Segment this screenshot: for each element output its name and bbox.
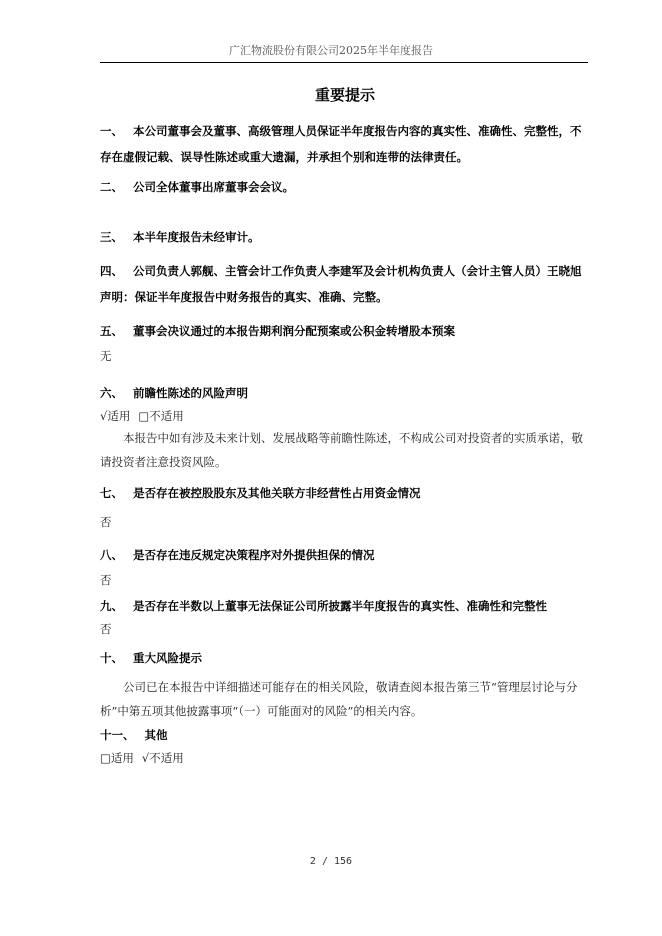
section-6 xyxy=(100,380,590,474)
section-1-content: 本公司董事会及董事、高级管理人员保证半年度报告内容的真实性、准确性、完整性，不存在虚假记载、误导性陈述或重大遗漏，并承担个别和连带的法律责任。 xyxy=(100,124,582,164)
header-divider xyxy=(100,62,588,63)
section-7-heading: 是否存在被控股股东及其他关联方非经营性占用资金情况 xyxy=(133,486,421,500)
section-5-number: 五、 xyxy=(100,324,123,338)
section-5-heading: 董事会决议通过的本报告期利润分配预案或公积金转增股本预案 xyxy=(133,324,455,338)
section-8-heading: 是否存在违反规定决策程序对外提供担保的情况 xyxy=(133,548,375,562)
section-9-heading: 是否存在半数以上董事无法保证公司所披露半年度报告的真实性、准确性和完整性 xyxy=(133,599,547,613)
section-9-answer: 否 xyxy=(100,622,112,636)
section-11-heading: 其他 xyxy=(144,728,168,742)
section-3 xyxy=(100,224,590,250)
option-applicable-checked: √适用 xyxy=(100,409,131,423)
section-4-content: 公司负责人郭舰、主管会计工作负责人李建军及会计机构负责人（会计主管人员）王晓旭声明：保证半年度报告中财务报告的真实、准确、完整。 xyxy=(100,264,582,304)
section-5-answer: 无 xyxy=(100,349,112,363)
section-7-answer: 否 xyxy=(100,515,112,529)
section-9-number: 九、 xyxy=(100,599,123,613)
section-6-body: 本报告中如有涉及未来计划、发展战略等前瞻性陈述，不构成公司对投资者的实质承诺，敬请投资者注意投资风险。 xyxy=(100,431,583,469)
section-2-content: 公司全体董事出席董事会会议。 xyxy=(133,180,294,194)
section-10-number: 十、 xyxy=(100,651,123,665)
section-6-options xyxy=(100,406,590,426)
section-1-number: 一、 xyxy=(100,124,123,138)
section-10-body: 公司已在本报告中详细描述可能存在的相关风险，敬请查阅本报告第三节“管理层讨论与分析”中第五项其他披露事项“（一）可能面对的风险”的相关内容。 xyxy=(100,680,578,718)
option-applicable-unchecked: □适用 xyxy=(100,751,134,765)
section-4-number: 四、 xyxy=(100,264,123,278)
section-1-text xyxy=(100,118,590,170)
section-6-heading: 前瞻性陈述的风险声明 xyxy=(133,386,248,400)
section-9 xyxy=(100,593,590,639)
section-8-answer: 否 xyxy=(100,573,112,587)
section-10 xyxy=(100,645,590,723)
section-8 xyxy=(100,542,590,592)
section-7-number: 七、 xyxy=(100,486,123,500)
page-number: 2 / 156 xyxy=(309,856,353,867)
section-10-heading: 重大风险提示 xyxy=(133,651,202,665)
section-11-number: 十一、 xyxy=(100,728,135,742)
section-11-options xyxy=(100,748,590,768)
section-2-number: 二、 xyxy=(100,180,123,194)
section-6-number: 六、 xyxy=(100,386,123,400)
section-1 xyxy=(100,118,590,170)
section-3-number: 三、 xyxy=(100,230,123,244)
option-not-applicable-checked: √不适用 xyxy=(141,751,184,765)
section-3-content: 本半年度报告未经审计。 xyxy=(133,230,260,244)
report-header-title: 广汇物流股份有限公司2025年半年度报告 xyxy=(229,44,433,57)
page-title: 重要提示 xyxy=(314,86,375,104)
section-11 xyxy=(100,722,590,768)
section-4 xyxy=(100,258,590,310)
section-7 xyxy=(100,480,590,534)
section-5 xyxy=(100,318,590,368)
section-8-number: 八、 xyxy=(100,548,123,562)
section-2 xyxy=(100,174,590,200)
option-not-applicable-unchecked: □不适用 xyxy=(138,409,184,423)
